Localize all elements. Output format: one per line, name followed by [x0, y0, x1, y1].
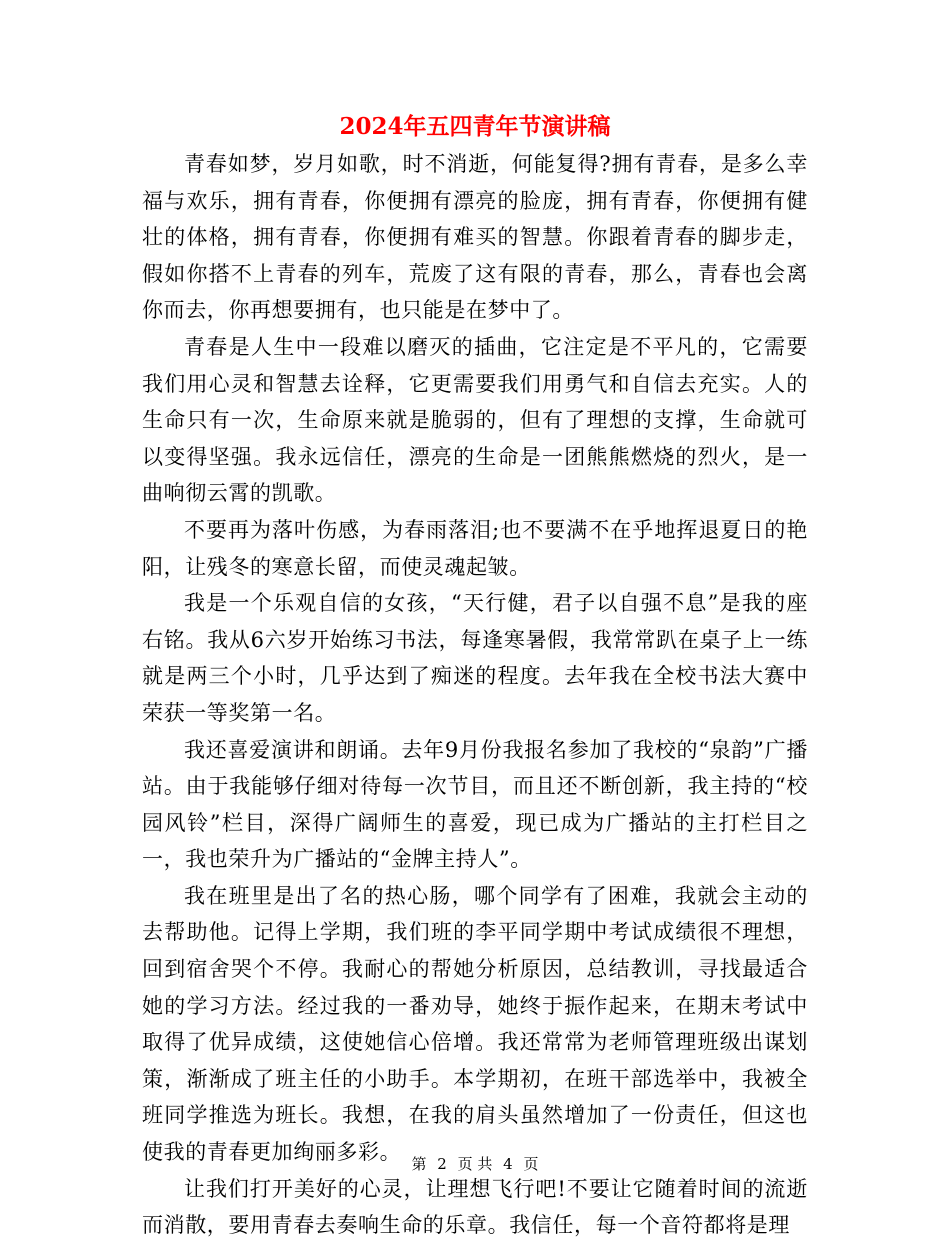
total-pages: 4: [503, 1155, 513, 1173]
footer-middle: 页 共: [457, 1155, 493, 1173]
document-body: [142, 146, 808, 1244]
paragraph: 我在班里是出了名的热心肠，哪个同学有了困难，我就会主动的去帮助他。记得上学期，我们班的李平同学期中考试成绩很不理想，回到宿舍哭个不停。我耐心的帮她分析原因，总结教训，寻找最适合她的学习方法。经过我的一番劝导，她终于振作起来，在期末考试中取得了优异成绩，这使她信心倍增。我还常常为老师管理班级出谋划策，渐渐成了班主任的小助手。本学期初，在班干部选举中，我被全班同学推选为班长。我想，在我的肩头虽然增加了一份责任，但这也使我的青春更加绚丽多彩。: [142, 883, 808, 1165]
paragraph: 我是一个乐观自信的女孩，“天行健，君子以自强不息”是我的座右铭。我从6六岁开始练习书法，每逢寒暑假，我常常趴在桌子上一练就是两三个小时，几乎达到了痴迷的程度。去年我在全校书法大赛中荣获一等奖第一名。: [142, 591, 808, 725]
document-title: 2024年五四青年节演讲稿: [339, 113, 611, 140]
footer-prefix: 第: [411, 1155, 427, 1173]
page-number: 2: [437, 1155, 447, 1173]
paragraph: 我还喜爱演讲和朗诵。去年9月份我报名参加了我校的“泉韵”广播站。由于我能够仔细对待每一次节目，而且还不断创新，我主持的“校园风铃”栏目，深得广阔师生的喜爱，现已成为广播站的主打栏目之一，我也荣升为广播站的“金牌主持人”。: [142, 737, 808, 872]
page-footer: [0, 1154, 950, 1174]
paragraph: 青春如梦，岁月如歌，时不消逝，何能复得?拥有青春，是多么幸福与欢乐，拥有青春，你便拥有漂亮的脸庞，拥有青春，你便拥有健壮的体格，拥有青春，你便拥有难买的智慧。你跟着青春的脚步走，假如你搭不上青春的列车，荒废了这有限的青春，那么，青春也会离你而去，你再想要拥有，也只能是在梦中了。: [142, 152, 808, 323]
paragraph: 青春是人生中一段难以磨灭的插曲，它注定是不平凡的，它需要我们用心灵和智慧去诠释，它更需要我们用勇气和自信去充实。人的生命只有一次，生命原来就是脆弱的，但有了理想的支撑，生命就可以变得坚强。我永远信任，漂亮的生命是一团熊熊燃烧的烈火，是一曲响彻云霄的凯歌。: [142, 334, 808, 506]
paragraph: 让我们打开美好的心灵，让理想飞行吧!不要让它随着时间的流逝而消散，要用青春去奏响生命的乐章。我信任，每一个音符都将是理: [142, 1176, 808, 1238]
paragraph: 不要再为落叶伤感，为春雨落泪;也不要满不在乎地挥退夏日的艳阳，让残冬的寒意长留，而使灵魂起皱。: [142, 517, 808, 579]
footer-suffix: 页: [523, 1155, 539, 1173]
